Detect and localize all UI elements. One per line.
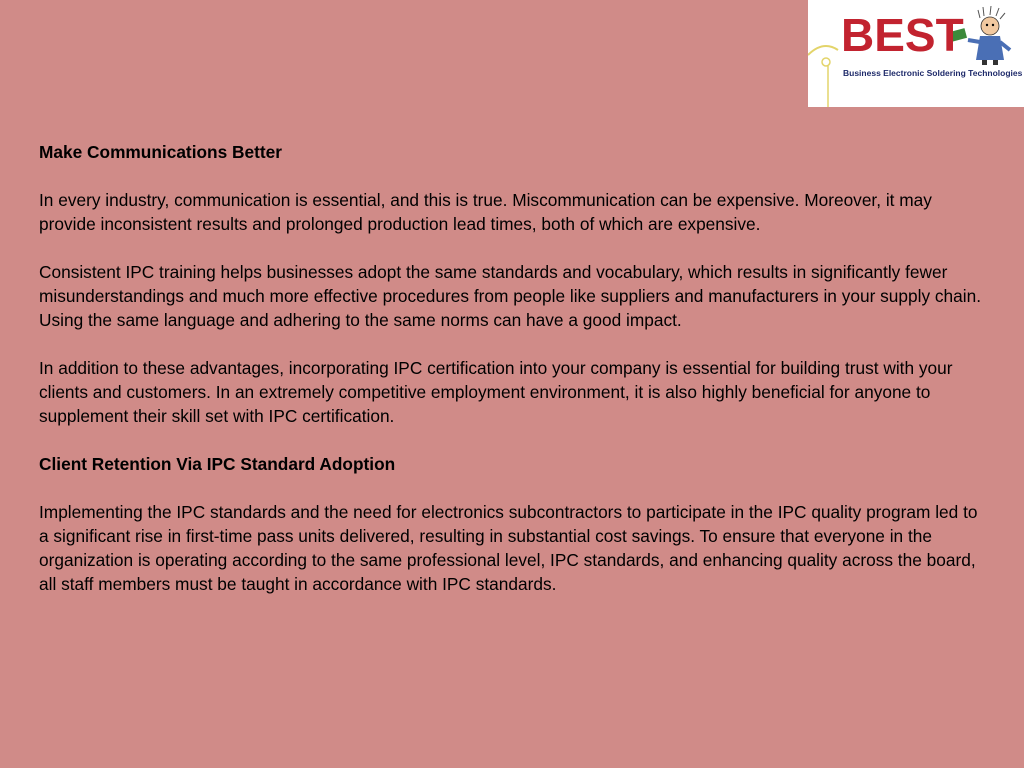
section-heading: Make Communications Better xyxy=(39,142,282,162)
company-logo xyxy=(808,0,1024,107)
mascot-icon xyxy=(968,6,1010,65)
article-body xyxy=(39,140,989,620)
paragraph: In every industry, communication is essential, and this is true. Miscommunication can be expensive. Moreover, it may provide inconsistent results and prolonged production lead times, both of which are expensive. xyxy=(39,190,932,234)
section-heading: Client Retention Via IPC Standard Adoption xyxy=(39,454,396,474)
paragraph: Implementing the IPC standards and the need for electronics subcontractors to participate in the IPC quality program led to a significant rise in first-time pass units delivered, resulting in substantial cost savings. To ensure that everyone in the organization is operating according to the same professional level, IPC standards, and enhancing quality across the board, all staff members must be taught in accordance with IPC standards. xyxy=(39,502,978,594)
logo-tagline: Business Electronic Soldering Technologies xyxy=(843,68,1023,78)
logo-wordmark: BEST xyxy=(841,9,964,61)
paragraph: In addition to these advantages, incorporating IPC certification into your company is essential for building trust with your clients and customers. In an extremely competitive employment environment, it is also highly beneficial for anyone to supplement their skill set with IPC certification. xyxy=(39,358,953,426)
paragraph: Consistent IPC training helps businesses adopt the same standards and vocabulary, which results in significantly fewer misunderstandings and much more effective procedures from people like suppliers and manufacturers in your supply chain. Using the same language and adhering to the same norms can have a good impact. xyxy=(39,262,982,330)
